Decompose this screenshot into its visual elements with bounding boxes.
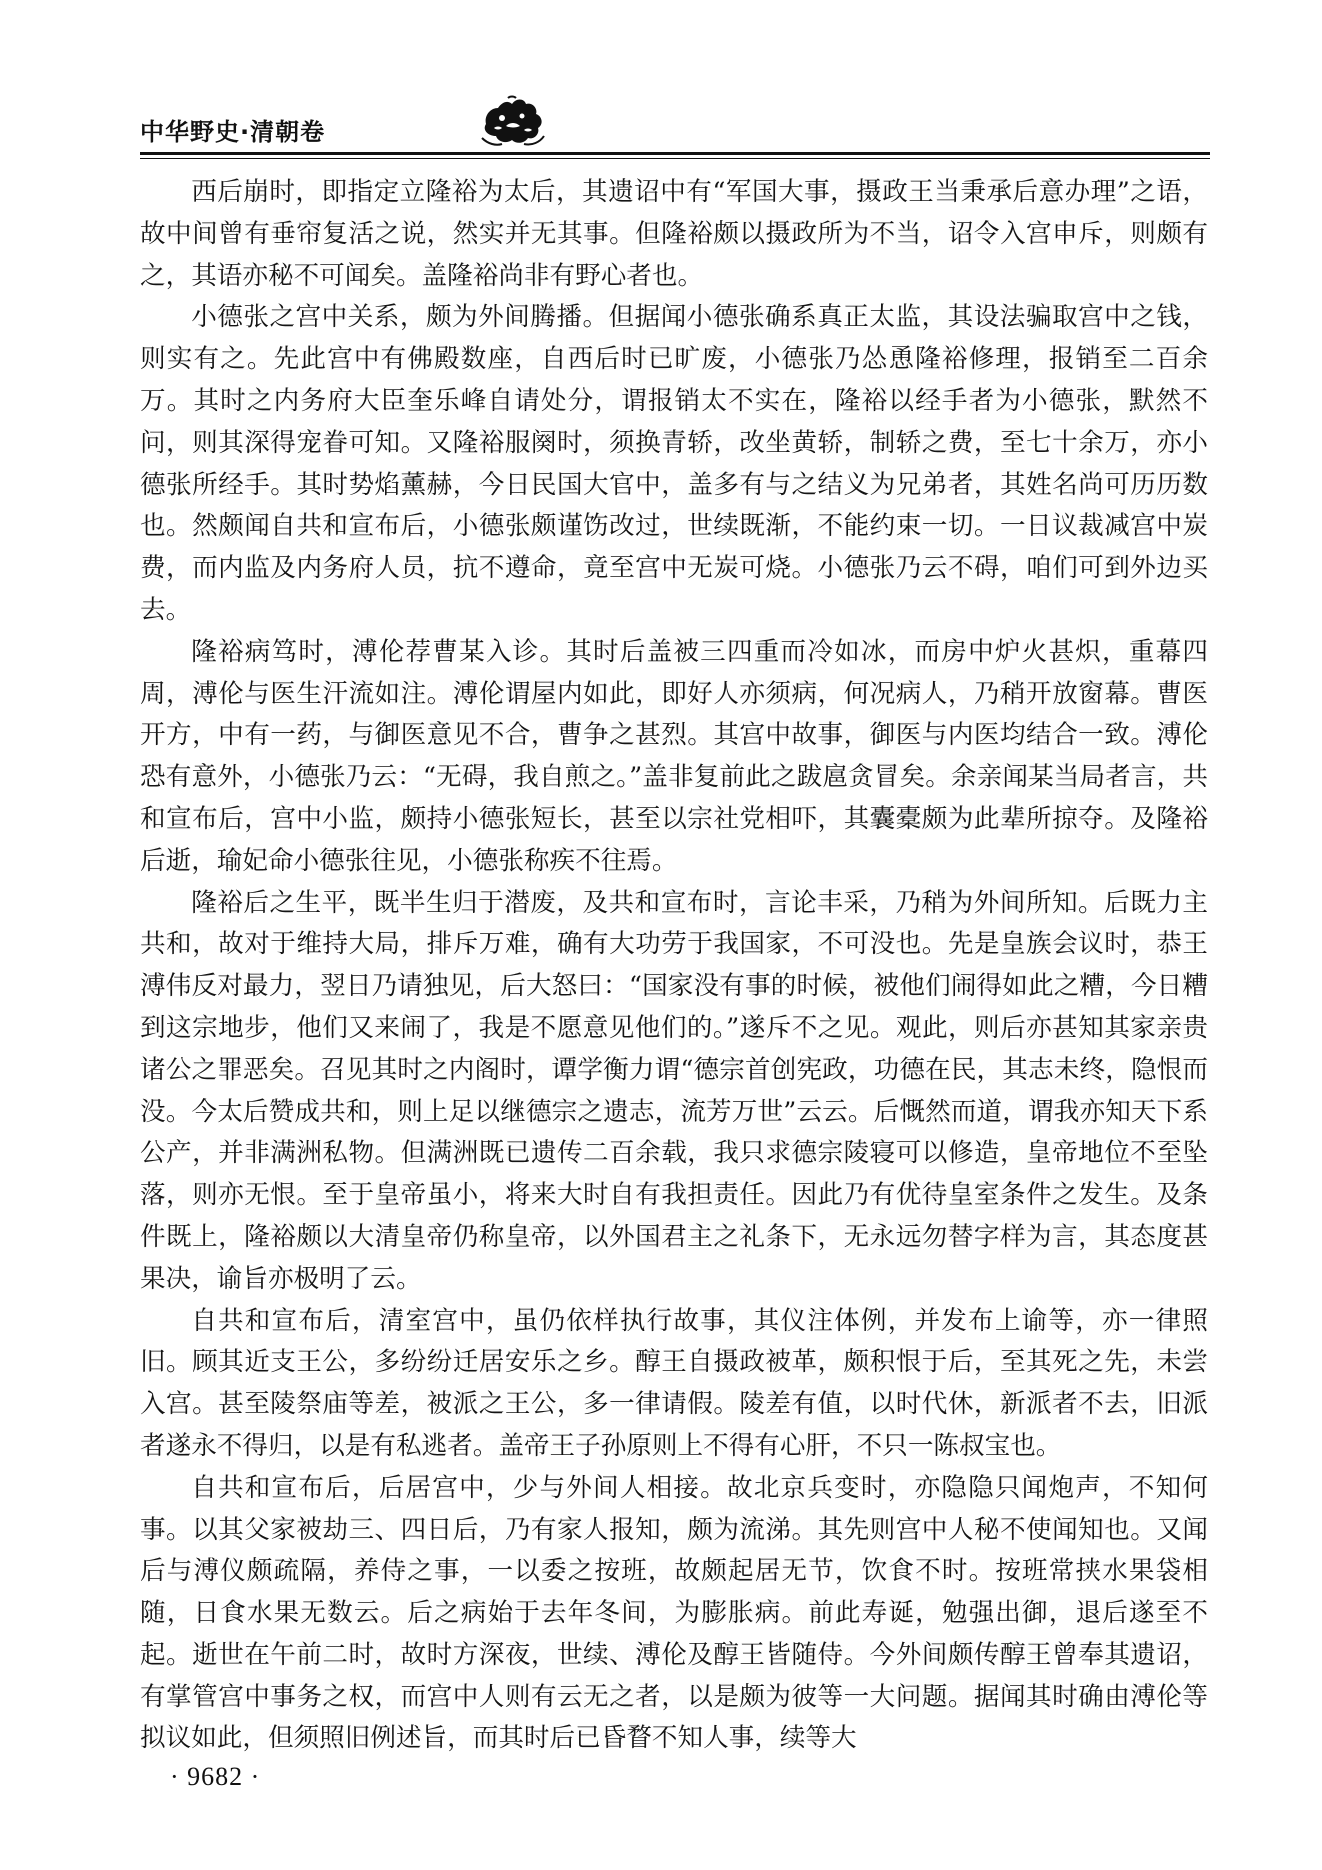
paragraph-3: 隆裕病笃时，溥伦荐曹某入诊。其时后盖被三四重而冷如冰，而房中炉火甚炽，重幕四周，溥伦与医生汗流如注。溥伦谓屋内如此，即好人亦须病，何况病人，乃稍开放窗幕。曹医开方，中有一药，与御医意见不合，曹争之甚烈。其宫中故事，御医与内医均结合一致。溥伦恐有意外，小德张乃云：“无碍，我自煎之。”盖非复前此之跋扈贪冒矣。余亲闻某当局者言，共和宣布后，宫中小监，颇持小德张短长，甚至以宗社党相吓，其囊橐颇为此辈所掠夺。及隆裕后逝，瑜妃命小德张往见，小德张称疾不往焉。 xyxy=(140,636,1208,876)
paragraph-4: 隆裕后之生平，既半生归于潜废，及共和宣布时，言论丰采，乃稍为外间所知。后既力主共和，故对于维持大局，排斥万难，确有大功劳于我国家，不可没也。先是皇族会议时，恭王溥伟反对最力，翌日乃请独见，后大怒曰：“国家没有事的时候，被他们闹得如此之糟，今日糟到这宗地步，他们又来闹了，我是不愿意见他们的。”遂斥不之见。观此，则后亦甚知其家亲贵诸公之罪恶矣。召见其时之内阁时，谭学衡力谓“德宗首创宪政，功德在民，其志未终，隐恨而没。今太后赞成共和，则上足以继德宗之遗志，流芳万世”云云。后慨然而道，谓我亦知天下系公产，并非满洲私物。但满洲既已遗传二百余载，我只求德宗陵寝可以修造，皇帝地位不至坠落，则亦无恨。至于皇帝虽小，将来大时自有我担责任。因此乃有优待皇室条件之发生。及条件既上，隆裕颇以大清皇帝仍称皇帝，以外国君主之礼条下，无永远勿替字样为言，其态度甚果决，谕旨亦极明了云。 xyxy=(140,887,1208,1294)
paragraph-6: 自共和宣布后，后居宫中，少与外间人相接。故北京兵变时，亦隐隐只闻炮声，不知何事。以其父家被劫三、四日后，乃有家人报知，颇为流涕。其先则宫中人秘不使闻知也。又闻后与溥仪颇疏隔，养侍之事，一以委之按班，故颇起居无节，饮食不时。按班常挟水果袋相随，日食水果无数云。后之病始于去年冬间，为膨胀病。前此寿诞，勉强出御，退后遂至不起。逝世在午前二时，故时方深夜，世续、溥伦及醇王皆随侍。今外间颇传醇王曾奉其遗诏，有掌管宫中事务之权，而宫中人则有云无之者，以是颇为彼等一大问题。据闻其时确由溥伦等拟议如此，但须照旧例述旨，而其时后已昏瞀不知人事，续等大 xyxy=(140,1472,1208,1754)
page-number: · 9682 · xyxy=(170,1762,261,1791)
body-text xyxy=(140,172,1208,1760)
header-rule-thin xyxy=(140,158,1210,159)
paragraph-5: 自共和宣布后，清室宫中，虽仍依样执行故事，其仪注体例，并发布上谕等，亦一律照旧。顾其近支王公，多纷纷迁居安乐之乡。醇王自摄政被革，颇积恨于后，至其死之先，未尝入宫。甚至陵祭庙等差，被派之王公，多一律请假。陵差有值，以时代休，新派者不去，旧派者遂永不得归，以是有私逃者。盖帝王子孙原则上不得有心肝，不只一陈叔宝也。 xyxy=(140,1305,1208,1461)
paragraph-1: 西后崩时，即指定立隆裕为太后，其遗诏中有“军国大事，摄政王当秉承后意办理”之语，故中间曾有垂帘复活之说，然实并无其事。但隆裕颇以摄政所为不当，诏令入宫申斥，则颇有之，其语亦秘不可闻矣。盖隆裕尚非有野心者也。 xyxy=(140,177,1208,291)
header-rule xyxy=(140,152,1210,155)
page-header xyxy=(140,94,1210,154)
book-title: 中华野史·清朝卷 xyxy=(140,118,326,146)
paragraph-2: 小德张之宫中关系，颇为外间腾播。但据闻小德张确系真正太监，其设法骗取宫中之钱，则实有之。先此宫中有佛殿数座，自西后时已旷废，小德张乃怂恿隆裕修理，报销至二百余万。其时之内务府大臣奎乐峰自请处分，谓报销太不实在，隆裕以经手者为小德张，默然不问，则其深得宠眷可知。又隆裕服阕时，须换青轿，改坐黄轿，制轿之费，至七十余万，亦小德张所经手。其时势焰薰赫，今日民国大官中，盖多有与之结义为兄弟者，其姓名尚可历历数也。然颇闻自共和宣布后，小德张颇谨饬改过，世续既渐，不能约束一切。一日议裁减宫中炭费，而内监及内务府人员，抗不遵命，竟至宫中无炭可烧。小德张乃云不碍，咱们可到外边买去。 xyxy=(140,302,1208,625)
dragon-emblem-icon xyxy=(478,94,548,150)
